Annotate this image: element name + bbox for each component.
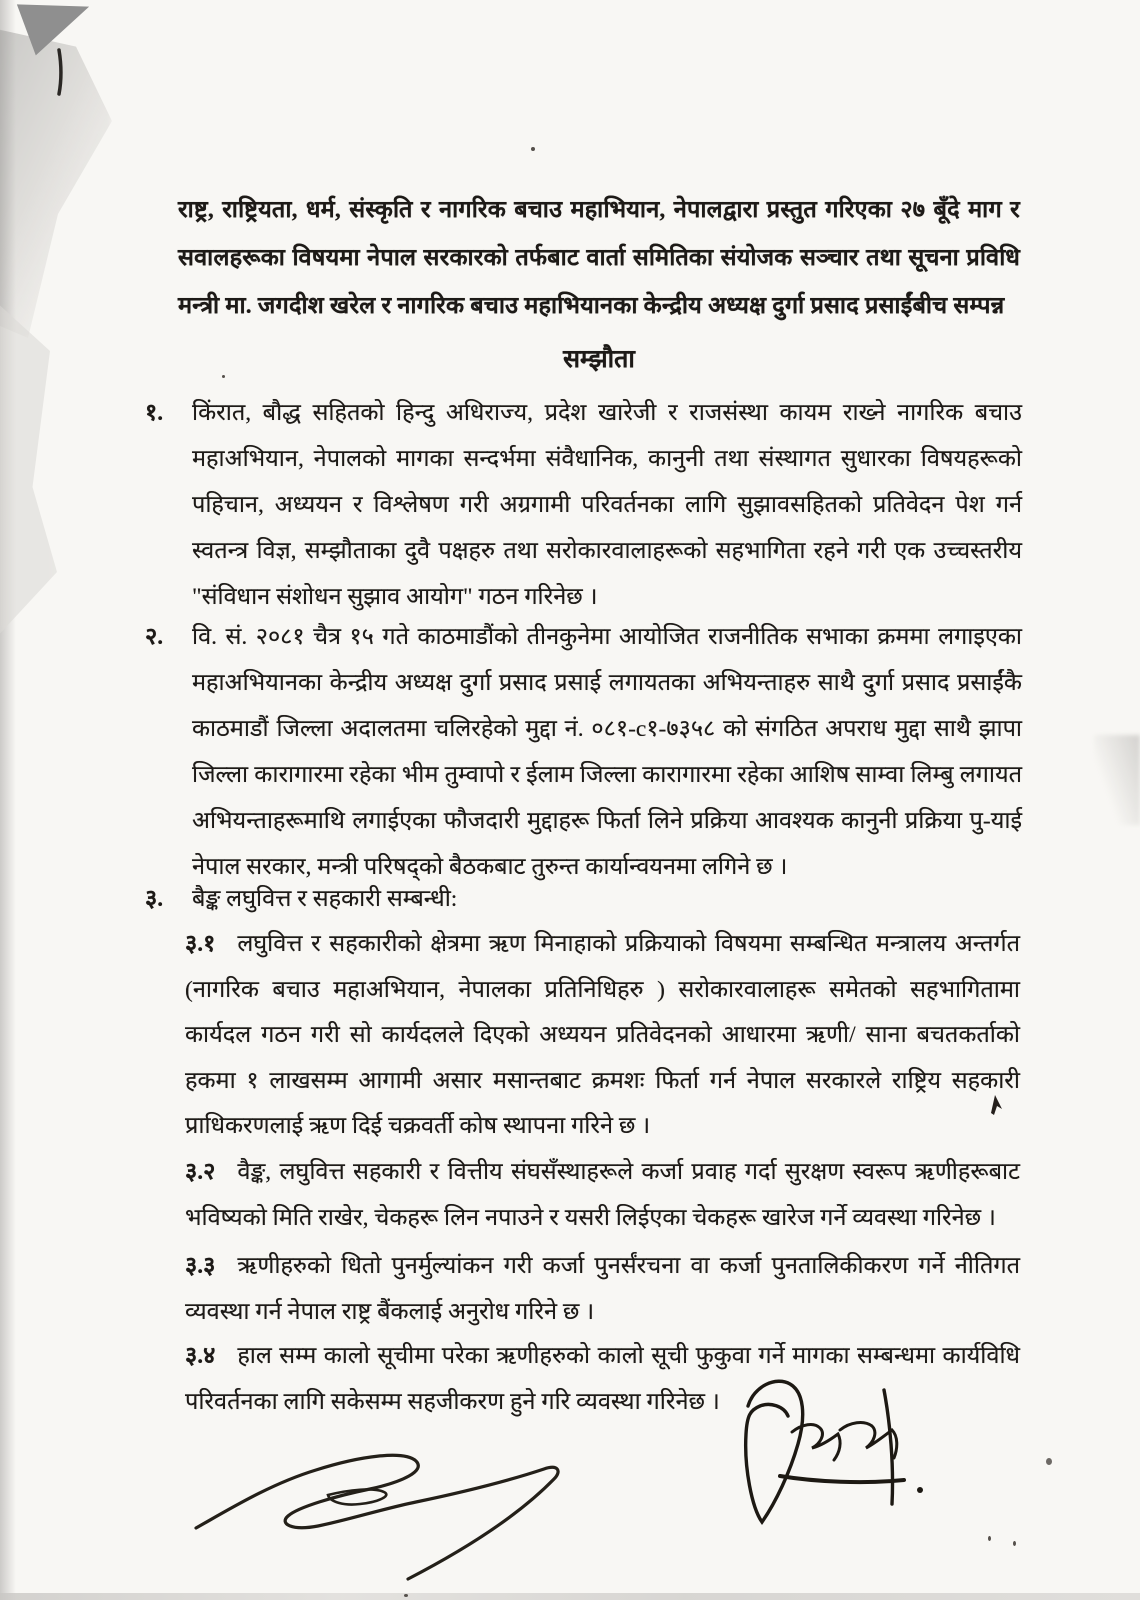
paper-speck bbox=[1046, 1458, 1052, 1465]
item-text: वि. सं. २०८१ चैत्र १५ गते काठमाडौंको तीनकुनेमा आयोजित राजनीतिक सभाका क्रममा लगाइएका महाअभियानका केन्द्रीय अध्यक्ष दुर्गा प्रसाद प्रसाई लगायतका अभियन्ताहरु साथै दुर्गा प्रसाद प्रसाईंकै काठमाडौं जिल्ला अदालतमा चलिरहेको मुद्दा नं. ०८१-c१-७३५८ को संगठित अपराध मुद्दा साथै झापा जिल्ला कारागारमा रहेका भीम तुम्वापो र ईलाम जिल्ला कारागारमा रहेका आशिष साम्वा लिम्बु लगायत अभियन्ताहरूमाथि लगाईएका फौजदारी मुद्दाहरू फिर्ता लिने प्रक्रिया आवश्यक कानुनी प्रक्रिया पु-याई नेपाल सरकार, मन्त्री परिषद्को बैठकबाट तुरुन्त कार्यान्वयनमा लगिने छ । bbox=[192, 624, 1022, 880]
sub-item-text: वैङ्क, लघुवित्त सहकारी र वित्तीय संघसँस्थाहरूले कर्जा प्रवाह गर्दा सुरक्षण स्वरूप ऋणीहरूबाट भविष्यको मिति राखेर, चेकहरू लिन नपाउने र यसरी लिईएका चेकहरू खारेज गर्ने व्यवस्था गरिनेछ । bbox=[185, 1159, 1020, 1231]
list-item-3 bbox=[145, 876, 1022, 922]
signature-left bbox=[178, 1432, 578, 1592]
list-item-2 bbox=[145, 614, 1022, 890]
sub-item-text: लघुवित्त र सहकारीको क्षेत्रमा ऋण मिनाहाको प्रक्रियाको विषयमा सम्बन्धित मन्त्रालय अन्तर्गत (नागरिक बचाउ महाअभियान, नेपालका प्रतिनिधिहरु ) सरोकारवालाहरू समेतको सहभागितामा कार्यदल गठन गरी सो कार्यदलले दिएको अध्ययन प्रतिवेदनको आधारमा ऋणी/ साना बचतकर्ताको हकमा १ लाखसम्म आगामी असार मसान्तबाट क्रमशः फिर्ता गर्न नेपाल सरकारले राष्ट्रिय सहकारी प्राधिकरणलाई ऋण दिई चक्रवर्ती कोष स्थापना गरिने छ । bbox=[185, 931, 1020, 1139]
left-edge-shadow bbox=[0, 0, 16, 1600]
left-edge-patch bbox=[0, 300, 64, 640]
document-title: सम्झौता bbox=[563, 346, 635, 373]
document-heading: राष्ट्र, राष्ट्रियता, धर्म, संस्कृति र नागरिक बचाउ महाभियान, नेपालद्वारा प्रस्तुत गरिएका २७ बूँदे माग र सवालहरूका विषयमा नेपाल सरकारको तर्फबाट वार्ता समितिका संयोजक सञ्चार तथा सूचना प्रविधि मन्त्री मा. जगदीश खरेल र नागरिक बचाउ महाभियानका केन्द्रीय अध्यक्ष दुर्गा प्रसाद प्रसाईंबीच सम्पन्न bbox=[178, 197, 1020, 319]
list-item-1 bbox=[145, 390, 1022, 620]
bottom-scan-edge bbox=[0, 1593, 1140, 1600]
paper-speck bbox=[404, 1594, 408, 1597]
item-number: १. bbox=[145, 400, 164, 426]
item-number: २. bbox=[145, 624, 164, 650]
right-crease-shadow bbox=[1094, 735, 1140, 825]
sub-item-number: ३.३ bbox=[185, 1253, 216, 1279]
item-number: ३. bbox=[145, 886, 164, 912]
sub-item-text: हाल सम्म कालो सूचीमा परेका ऋणीहरुको कालो सूची फुकुवा गर्ने मागका सम्बन्धमा कार्यविधि परिवर्तनका लागि सकेसम्म सहजीकरण हुने गरि व्यवस्था गरिनेछ । bbox=[185, 1343, 1020, 1415]
paper-speck bbox=[531, 147, 535, 151]
paper-speck bbox=[1013, 1541, 1016, 1546]
sub-item-3-2 bbox=[185, 1150, 1020, 1241]
sub-item-3-3 bbox=[185, 1244, 1020, 1335]
sub-item-number: ३.४ bbox=[185, 1343, 216, 1369]
signature-right bbox=[688, 1372, 938, 1537]
arrow-cursor-mark bbox=[988, 1093, 1006, 1117]
item-text: किंरात, बौद्ध सहितको हिन्दु अधिराज्य, प्रदेश खारेजी र राजसंस्था कायम राख्ने नागरिक बचाउ महाअभियान, नेपालको मागका सन्दर्भमा संवैधानिक, कानुनी तथा संस्थागत सुधारका विषयहरूको पहिचान, अध्ययन र विश्लेषण गरी अग्रगामी परिवर्तनका लागि सुझावसहितको प्रतिवेदन पेश गर्न स्वतन्त्र विज्ञ, सम्झौताका दुवै पक्षहरु तथा सरोकारवालाहरूको सहभागिता रहने गरी एक उच्चस्तरीय "संविधान संशोधन सुझाव आयोग" गठन गरिनेछ । bbox=[192, 400, 1022, 610]
paper-speck bbox=[988, 1536, 991, 1541]
sub-item-number: ३.१ bbox=[185, 931, 216, 957]
pen-stroke-mark bbox=[54, 48, 66, 96]
item-text: बैङ्क लघुवित्त र सहकारी सम्बन्धी: bbox=[192, 886, 458, 912]
sub-item-3-1 bbox=[185, 922, 1020, 1150]
sub-item-number: ३.२ bbox=[185, 1159, 216, 1185]
sub-item-text: ऋणीहरुको धितो पुनर्मुल्यांकन गरी कर्जा पुनर्संरचना वा कर्जा पुनतालिकीकरण गर्ने नीतिगत व्यवस्था गर्न नेपाल राष्ट्र बैंकलाई अनुरोध गरिने छ । bbox=[185, 1253, 1020, 1325]
